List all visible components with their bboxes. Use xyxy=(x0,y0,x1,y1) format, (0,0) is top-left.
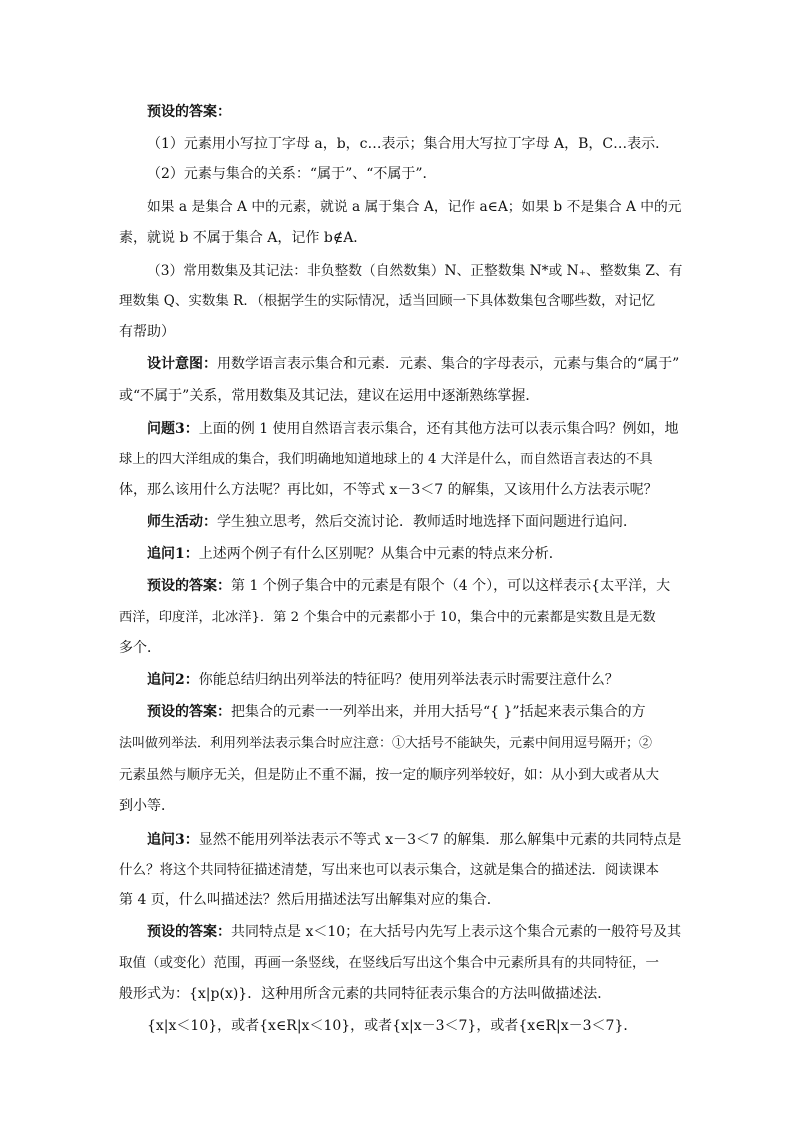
preset-answer-label: 预设的答案： xyxy=(147,578,231,594)
preset-answer-line: 预设的答案：共同特点是 x＜10；在大括号内先写上表示这个集合元素的一般符号及其 xyxy=(147,924,682,940)
design-intent-label: 设计意图： xyxy=(147,356,217,372)
design-intent-line: 设计意图：用数学语言表示集合和元素．元素、集合的字母表示，元素与集合的“属于” xyxy=(147,356,680,372)
preset-answer-label: 预设的答案： xyxy=(147,704,231,720)
paragraph-line: 多个． xyxy=(119,640,161,656)
paragraph-line: 般形式为：{x|p(x)}．这种用所含元素的共同特征表示集合的方法叫做描述法． xyxy=(119,986,612,1002)
paragraph-line: （1）元素用小写拉丁字母 a，b，c…表示；集合用大写拉丁字母 A，B，C…表示． xyxy=(147,136,670,152)
preset-answer-heading: 预设的答案： xyxy=(147,104,231,120)
paragraph-line: （3）常用数集及其记法：非负整数（自然数集）N、正整数集 N*或 N₊、整数集 Z、有 xyxy=(147,263,683,279)
activity-line: 师生活动：学生独立思考，然后交流讨论．教师适时地选择下面问题进行追问． xyxy=(147,514,637,530)
paragraph-line: 第 4 页，什么叫描述法？然后用描述法写出解集对应的集合． xyxy=(119,892,501,908)
paragraph-line: 球上的四大洋组成的集合，我们明确地知道地球上的 4 大洋是什么，而自然语言表达的不具 xyxy=(119,452,653,467)
activity-label: 师生活动： xyxy=(147,514,217,530)
question-3-label: 问题3： xyxy=(147,421,199,437)
paragraph-line: 有帮助） xyxy=(119,324,175,340)
followup-2-label: 追问2： xyxy=(147,672,199,688)
preset-answer-line: 预设的答案：把集合的元素一一列举出来，并用大括号“{ }”括起来表示集合的方 xyxy=(147,704,646,720)
followup-2-line: 追问2：你能总结归纳出列举法的特征吗？使用列举法表示时需要注意什么？ xyxy=(147,672,619,688)
paragraph-line: 素，就说 b 不属于集合 A，记作 b∉A． xyxy=(119,230,368,246)
preset-answer-label: 预设的答案： xyxy=(147,924,231,940)
followup-3-line: 追问3：显然不能用列举法表示不等式 x－3＜7 的解集．那么解集中元素的共同特点是 xyxy=(147,832,682,848)
paragraph-line: 法叫做列举法．利用列举法表示集合时应注意：①大括号不能缺失，元素中间用逗号隔开；② xyxy=(119,736,653,751)
paragraph-line: 什么？将这个共同特征描述清楚，写出来也可以表示集合，这就是集合的描述法．阅读课本 xyxy=(119,862,659,878)
paragraph-line: 西洋，印度洋，北冰洋}．第 2 个集合中的元素都小于 10，集合中的元素都是实数且是无数 xyxy=(119,610,656,625)
followup-1-label: 追问1： xyxy=(147,546,199,562)
paragraph-line: 到小等． xyxy=(119,798,175,814)
paragraph-line: 体，那么该用什么方法呢？再比如，不等式 x－3＜7 的解集，又该用什么方法表示呢？ xyxy=(119,482,658,498)
followup-1-line: 追问1：上述两个例子有什么区别呢？从集合中元素的特点来分析． xyxy=(147,546,563,562)
question-3-line: 问题3：上面的例 1 使用自然语言表示集合，还有其他方法可以表示集合吗？例如，地 xyxy=(147,421,679,437)
paragraph-line: 元素虽然与顺序无关，但是防止不重不漏，按一定的顺序列举较好，如：从小到大或者从大 xyxy=(119,767,659,783)
paragraph-line: 如果 a 是集合 A 中的元素，就说 a 属于集合 A，记作 a∈A；如果 b 不是集合 A 中的元 xyxy=(147,199,682,215)
set-notation-examples: {x|x＜10}，或者{x∈R|x＜10}，或者{x|x－3＜7}，或者{x∈R|x－3＜7}． xyxy=(147,1018,638,1034)
followup-3-label: 追问3： xyxy=(147,832,199,848)
paragraph-line: 或“不属于”关系，常用数集及其记法，建议在运用中逐渐熟练掌握． xyxy=(119,388,540,404)
paragraph-line: （2）元素与集合的关系：“属于”、“不属于”． xyxy=(147,166,437,182)
paragraph-line: 取值（或变化）范围，再画一条竖线，在竖线后写出这个集合中元素所具有的共同特征，一 xyxy=(119,955,659,971)
preset-answer-line: 预设的答案：第 1 个例子集合中的元素是有限个（4 个），可以这样表示{太平洋，大 xyxy=(147,578,671,594)
paragraph-line: 理数集 Q、实数集 R．（根据学生的实际情况，适当回顾一下具体数集包含哪些数，对记忆 xyxy=(119,293,656,309)
